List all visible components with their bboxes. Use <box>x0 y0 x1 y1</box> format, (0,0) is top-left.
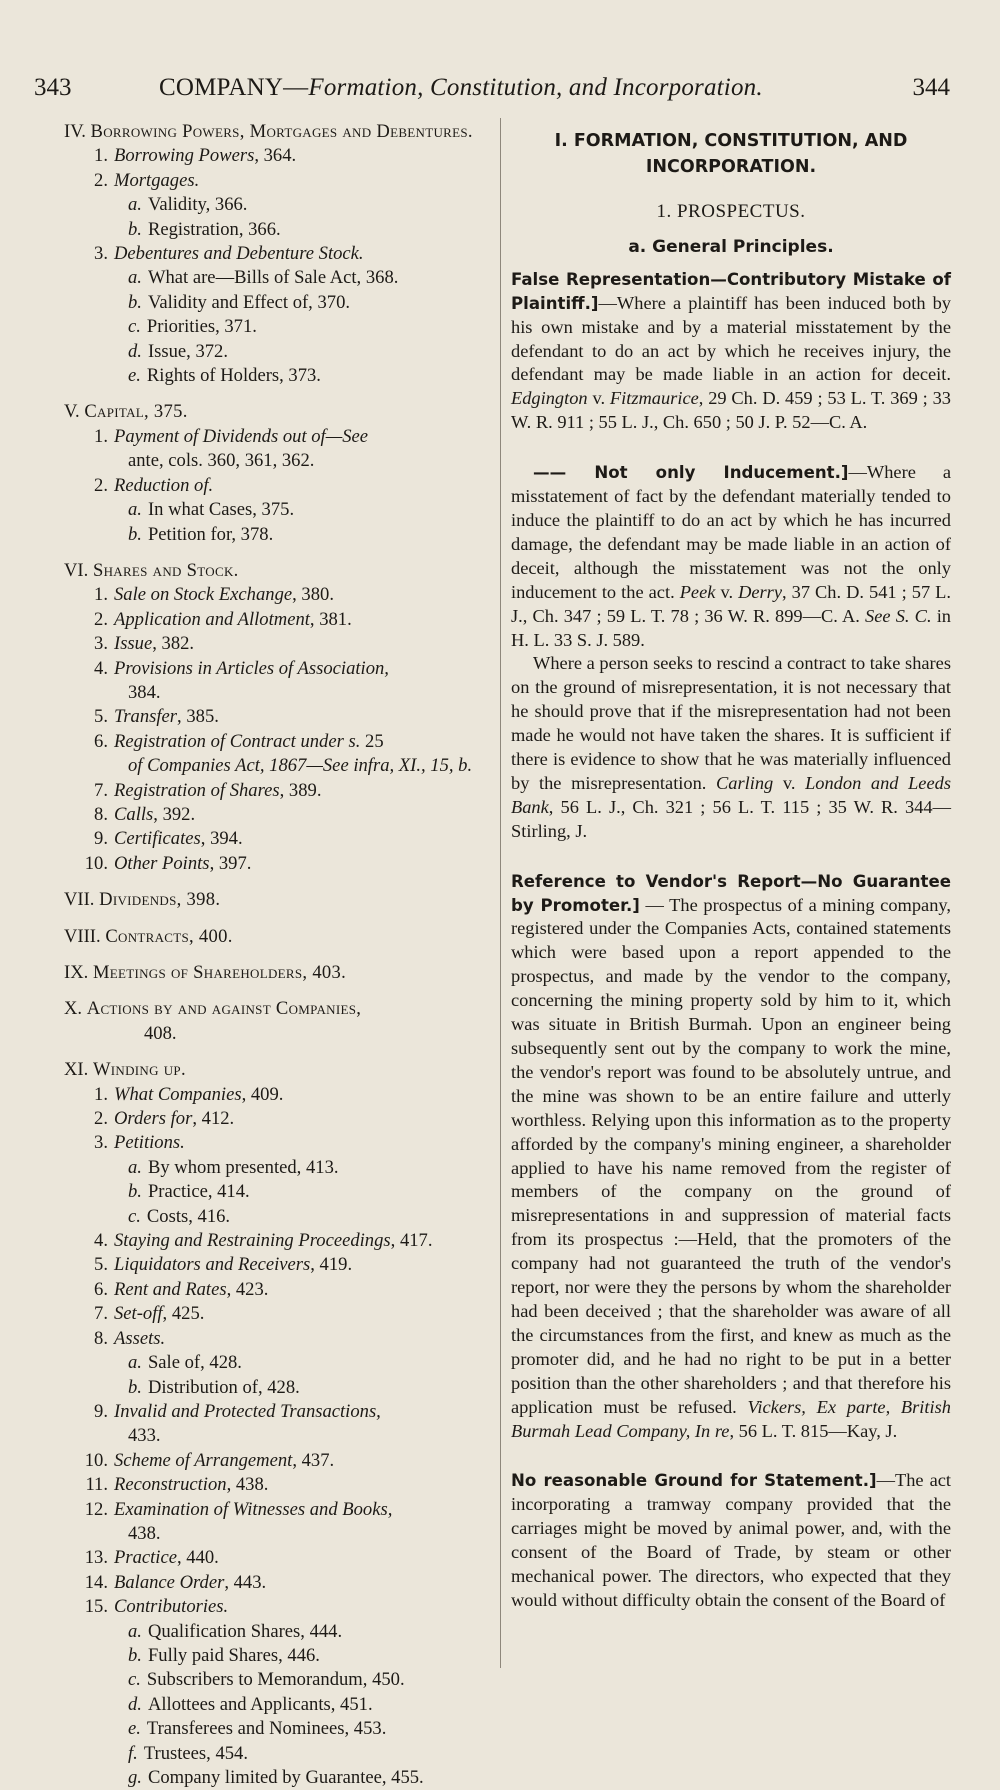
toc-item: 2. Mortgages. <box>94 169 200 191</box>
subheading-general-principles: a. General Principles. <box>628 236 834 257</box>
running-title-main: COMPANY— <box>159 74 309 101</box>
toc-subitem: b. Validity and Effect of, 370. <box>128 291 351 313</box>
section-vii: VII. Dividends, 398. <box>64 889 221 911</box>
toc-item: 6. Registration of Contract under s. 25 of Companies Act, 1867—See infra, XI., 15, b. <box>94 730 473 777</box>
digest-paragraph: —— Not only Inducement.]—Where a misstatement of fact by the defendant materially tended to induce the plaintiff to do an act by which he has incurred damage, the defendant may be made liable in an action of deceit, although the misstatement was not the only inducement to the act. Peek v. Derry, 37 Ch. D. 541 ; 57 L. J., Ch. 347 ; 59 L. T. 78 ; 36 W. R. 899—C. A. See S. C. in H. L. 33 S. J. 589. <box>511 462 952 650</box>
toc-item: 2. Application and Allotment, 381. <box>94 608 352 630</box>
toc-item: 10. Other Points, 397. <box>84 852 252 874</box>
toc-item: 1. Borrowing Powers, 364. <box>94 145 297 167</box>
toc-item: 13. Practice, 440. <box>84 1547 219 1569</box>
toc-item: 3. Debentures and Debenture Stock. <box>94 243 364 265</box>
toc-item: 3. Petitions. <box>94 1132 185 1154</box>
section-num: V. <box>64 401 80 423</box>
toc-subitem: b. Registration, 366. <box>128 218 281 240</box>
toc-subitem: b. Petition for, 378. <box>128 523 274 545</box>
digest-paragraph: Where a person seeks to rescind a contract to take shares on the ground of misrepresentation, it is not necessary that he should prove that if the misrepresentation had not been made he would not have taken the shares. It is sufficient if there is evidence to show that he was materially influenced by the misrepresentation. Carling v. London and Leeds Bank, 56 L. J., Ch. 321 ; 56 L. T. 115 ; 35 W. R. 344—Stirling, J. <box>511 653 951 841</box>
toc-item: 7. Registration of Shares, 389. <box>94 779 322 801</box>
running-header <box>34 74 950 118</box>
toc-subitem: b. Fully paid Shares, 446. <box>128 1644 320 1666</box>
subheading-prospectus: 1. PROSPECTUS. <box>656 201 806 222</box>
section-title: Shares and Stock. <box>92 559 239 581</box>
digest-column <box>511 124 951 1613</box>
section-num: VI. <box>64 559 89 581</box>
section-title: Capital, 375. <box>84 401 188 423</box>
digest-paragraph: Reference to Vendor's Report—No Guarantee by Promoter.] — The prospectus of a mining company, registered under the Companies Acts, contained statements which were based upon a report appended to the prospectus, and made by the vendor to the company, concerning the mining property sold by him to it, which was situate in British Burmah. Upon an engineer being subsequently sent out by the company to work the mine, the vendor's report was found to be absolutely untrue, and the mine was shown to be an entire failure and utterly worthless. Relying upon this information as to the property afforded by the company's mining engineer, a shareholder applied to have his name removed from the register of members of the company on the ground of misrepresentations in and suppression of material facts from its prospectus :—Held, that the promoters of the company had not guaranteed the truth of the vendor's report, nor were they the persons by whom the shareholder had been deceived ; that the shareholder was aware of all the circumstances from the first, and knew as much as the promoter did, and he had no right to be put in a better position than the other shareholders ; and that therefore his application must be refused. Vickers, Ex parte, British Burmah Lead Company, In re, 56 L. T. 815—Kay, J. <box>511 871 951 1441</box>
toc-subitem: b. Distribution of, 428. <box>128 1376 300 1398</box>
section-viii: VIII. Contracts, 400. <box>64 925 233 947</box>
toc-subitem: a. Sale of, 428. <box>128 1352 242 1374</box>
toc-item: 7. Set-off, 425. <box>94 1303 205 1325</box>
section-v <box>64 400 496 424</box>
section-xi: XI. Winding up. <box>64 1059 186 1081</box>
toc-subitem: c. Costs, 416. <box>128 1205 231 1227</box>
toc-item: 2. Reduction of. <box>94 474 214 496</box>
toc-subitem: e. Rights of Holders, 373. <box>128 365 321 387</box>
toc-subitem: b. Practice, 414. <box>128 1181 250 1203</box>
section-ix: IX. Meetings of Shareholders, 403. <box>64 962 347 983</box>
toc-subitem: d. Issue, 372. <box>128 340 229 362</box>
toc-item: 8. Assets. <box>94 1327 166 1349</box>
toc-item: 5. Transfer, 385. <box>94 706 219 728</box>
toc-item: 4. Provisions in Articles of Association, 384. <box>94 657 389 703</box>
toc-item: 12. Examination of Witnesses and Books, 438. <box>84 1498 393 1544</box>
contents-column <box>64 120 496 1790</box>
toc-item: 11. Reconstruction, 438. <box>85 1474 269 1496</box>
section-iv <box>64 120 496 144</box>
running-title <box>159 74 763 102</box>
toc-subitem: c. Subscribers to Memorandum, 450. <box>128 1669 405 1691</box>
toc-item: 10. Scheme of Arrangement, 437. <box>84 1449 335 1471</box>
toc-subitem: g. Company limited by Guarantee, 455. <box>128 1767 424 1788</box>
toc-item: 8. Calls, 392. <box>94 803 196 825</box>
toc-item: 6. Rent and Rates, 423. <box>94 1278 269 1300</box>
toc-subitem: a. Validity, 366. <box>128 194 248 216</box>
toc-subitem: d. Allottees and Applicants, 451. <box>128 1693 373 1715</box>
toc-item: 5. Liquidators and Receivers, 419. <box>94 1254 353 1276</box>
toc-subitem: e. Transferees and Nominees, 453. <box>128 1718 387 1740</box>
digest-paragraph: False Representation—Contributory Mistake of Plaintiff.]—Where a plaintiff has been induced both by his own mistake and by a material misstatement by the defendant to do an act by which he receives injury, the defendant may be made liable in an action for deceit. Edgington v. Fitzmaurice, 29 Ch. D. 459 ; 53 L. T. 369 ; 33 W. R. 911 ; 55 L. J., Ch. 650 ; 50 J. P. 52—C. A. <box>511 269 951 433</box>
toc-item: 3. Issue, 382. <box>94 633 195 655</box>
section-title: Borrowing Powers, Mortgages and Debentures. <box>90 121 473 142</box>
toc-subitem: a. In what Cases, 375. <box>128 499 295 521</box>
toc-item: 9. Certificates, 394. <box>94 828 243 850</box>
left-page-number: 343 <box>34 74 72 101</box>
section-vi <box>64 559 496 583</box>
main-heading: I. FORMATION, CONSTITUTION, AND INCORPORATION. <box>554 131 908 177</box>
column-divider <box>500 118 501 1668</box>
toc-item: 4. Staying and Restraining Proceedings, 417. <box>94 1230 433 1252</box>
toc-subitem: a. What are—Bills of Sale Act, 368. <box>128 267 399 289</box>
running-title-italic: Formation, Constitution, and Incorporation. <box>308 74 763 101</box>
digest-paragraph: No reasonable Ground for Statement.]—The act incorporating a tramway company provided that the carriages might be moved by animal power, and, with the consent of the Board of Trade, by steam or other mechanical power. The directors, who expected that they would without difficulty obtain the consent of the Board of <box>511 1470 951 1610</box>
section-num: IV. <box>64 121 86 142</box>
toc-item: 9. Invalid and Protected Transactions, 433. <box>94 1400 381 1447</box>
section-x: X. Actions by and against Companies, 408. <box>64 998 362 1044</box>
toc-item: 1. What Companies, 409. <box>94 1083 284 1105</box>
toc-subitem: a. Qualification Shares, 444. <box>128 1620 343 1642</box>
toc-item: 1. Sale on Stock Exchange, 380. <box>94 584 334 606</box>
right-page-number: 344 <box>912 74 950 101</box>
toc-item: 14. Balance Order, 443. <box>84 1571 267 1593</box>
toc-item: 15. Contributories. <box>84 1596 229 1618</box>
toc-subitem: f. Trustees, 454. <box>128 1742 249 1764</box>
toc-item: 2. Orders for, 412. <box>94 1108 235 1130</box>
toc-subitem: c. Priorities, 371. <box>128 316 257 338</box>
toc-subitem: a. By whom presented, 413. <box>128 1156 339 1178</box>
toc-item: 1. Payment of Dividends out of—See ante, cols. 360, 361, 362. <box>94 425 369 472</box>
